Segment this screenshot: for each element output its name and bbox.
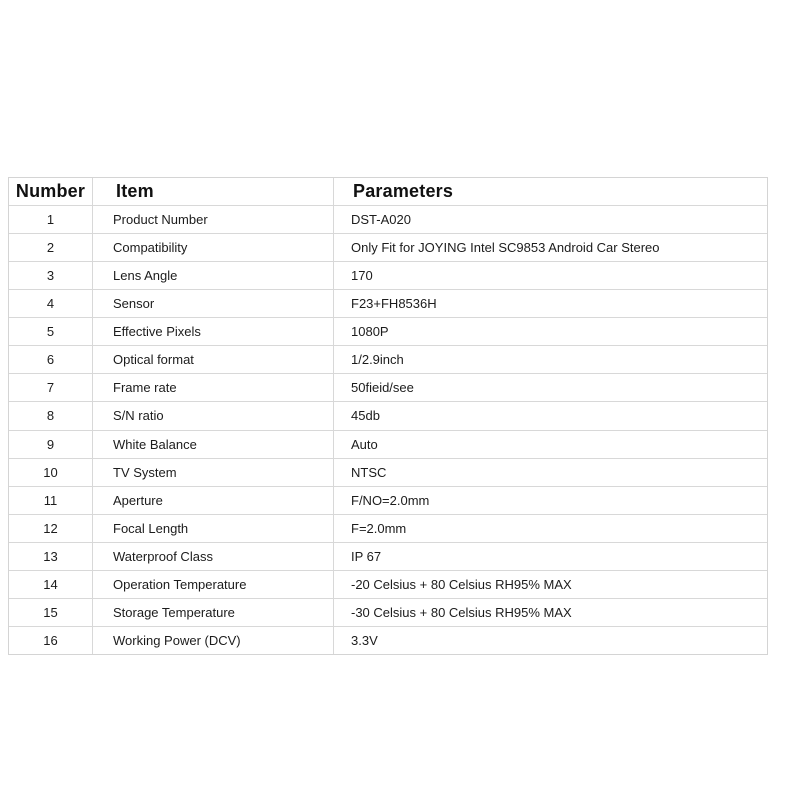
cell-parameters: Only Fit for JOYING Intel SC9853 Android Car Stereo [351, 240, 660, 256]
cell-item: Optical format [93, 346, 334, 373]
table-row [9, 262, 767, 290]
cell-item: Sensor [93, 290, 334, 317]
cell-number: 3 [9, 262, 93, 289]
cell-parameters: NTSC [351, 464, 387, 480]
cell-parameters: F23+FH8536H [351, 296, 437, 312]
header-parameters: Parameters [353, 181, 454, 201]
cell-parameters: 3.3V [351, 632, 378, 648]
table-row [9, 402, 767, 430]
cell-number: 5 [9, 318, 93, 345]
cell-number: 15 [9, 599, 93, 626]
cell-parameters: DST-A020 [351, 212, 411, 228]
table-row [9, 431, 767, 459]
cell-parameters: IP 67 [351, 548, 382, 564]
cell-number: 10 [9, 459, 93, 486]
cell-item: Focal Length [93, 515, 334, 542]
cell-number: 11 [9, 487, 93, 514]
cell-item: Operation Temperature [93, 571, 334, 598]
cell-item: S/N ratio [93, 402, 334, 429]
table-row [9, 487, 767, 515]
cell-item: Storage Temperature [93, 599, 334, 626]
cell-parameters: F/NO=2.0mm [351, 492, 430, 508]
header-number: Number [9, 178, 93, 205]
cell-parameters: -20 Celsius + 80 Celsius RH95% MAX [351, 576, 572, 592]
cell-item: Working Power (DCV) [93, 627, 334, 654]
table-row [9, 599, 767, 627]
cell-number: 16 [9, 627, 93, 654]
cell-parameters: Auto [351, 436, 378, 452]
table-row [9, 374, 767, 402]
table-row [9, 346, 767, 374]
table-row [9, 234, 767, 262]
cell-parameters: 1/2.9inch [351, 352, 404, 368]
cell-number: 8 [9, 402, 93, 429]
table-row [9, 290, 767, 318]
cell-item: Compatibility [93, 234, 334, 261]
cell-parameters: 1080P [351, 324, 389, 340]
cell-item: Product Number [93, 206, 334, 233]
table-row [9, 318, 767, 346]
cell-number: 4 [9, 290, 93, 317]
table-row [9, 206, 767, 234]
cell-item: Frame rate [93, 374, 334, 401]
cell-parameters: 50fieid/see [351, 380, 414, 396]
cell-parameters: 45db [351, 408, 380, 424]
cell-item: Waterproof Class [93, 543, 334, 570]
cell-item: White Balance [93, 431, 334, 458]
table-row [9, 459, 767, 487]
cell-item: Aperture [93, 487, 334, 514]
cell-parameters: 170 [351, 268, 373, 284]
header-item: Item [93, 178, 334, 205]
cell-number: 9 [9, 431, 93, 458]
cell-item: TV System [93, 459, 334, 486]
cell-number: 12 [9, 515, 93, 542]
cell-number: 13 [9, 543, 93, 570]
table-header-row [9, 178, 767, 206]
table-row [9, 515, 767, 543]
cell-item: Effective Pixels [93, 318, 334, 345]
cell-number: 7 [9, 374, 93, 401]
cell-parameters: F=2.0mm [351, 520, 407, 536]
cell-parameters: -30 Celsius + 80 Celsius RH95% MAX [351, 604, 572, 620]
spec-table [8, 177, 768, 655]
table-row [9, 543, 767, 571]
table-row [9, 571, 767, 599]
cell-number: 1 [9, 206, 93, 233]
table-row [9, 627, 767, 654]
cell-number: 14 [9, 571, 93, 598]
cell-item: Lens Angle [93, 262, 334, 289]
cell-number: 2 [9, 234, 93, 261]
cell-number: 6 [9, 346, 93, 373]
